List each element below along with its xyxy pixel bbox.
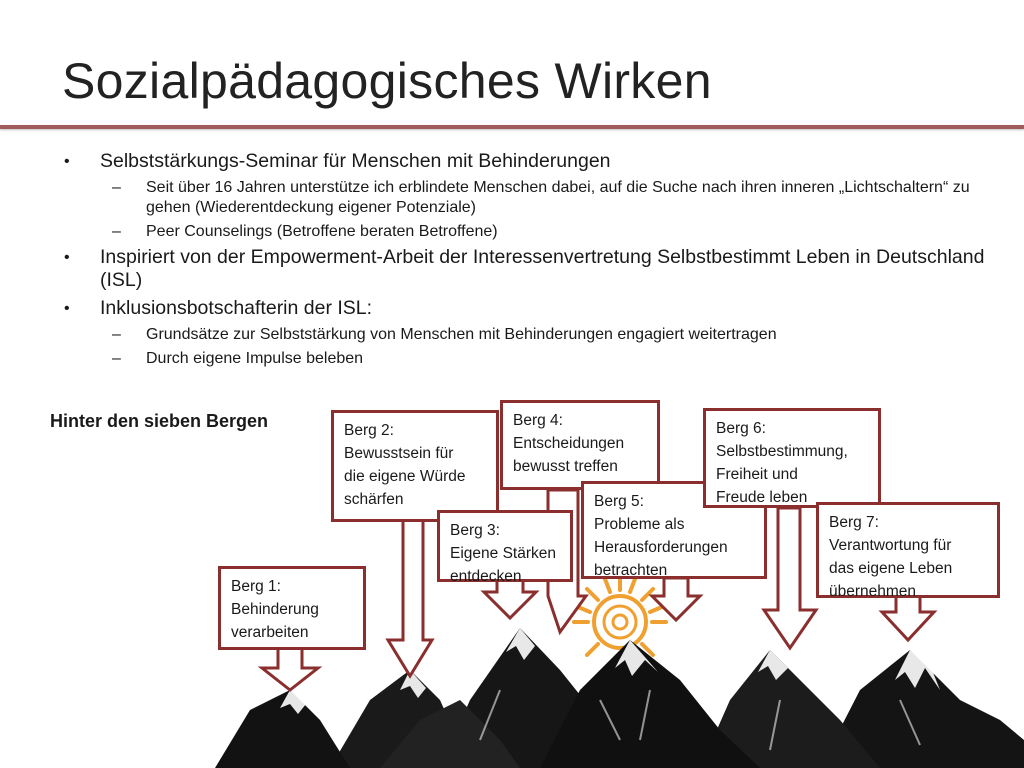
callout-text: Berg 7: Verantwortung für das eigene Leben übernehmen — [829, 514, 953, 600]
arrow-berg-2 — [388, 520, 432, 676]
bullet-dot: • — [64, 249, 70, 266]
slide-title: Sozialpädagogisches Wirken — [62, 53, 712, 109]
callout-text: Berg 6: Selbstbestimmung, Freiheit und Freude leben — [716, 420, 848, 506]
sub-bullet-text: Seit über 16 Jahren unterstütze ich erblindete Menschen dabei, auf die Suche nach ihren inneren „Lichtschaltern“ zu gehen (Wiederentdeckung eigener Potenziale) — [146, 179, 970, 216]
dash-marker: – — [112, 350, 121, 367]
bullet-text: Inspiriert von der Empowerment-Arbeit der Interessenvertretung Selbstbestimmt Leben in Deutschland (ISL) — [100, 246, 985, 291]
callout-berg-4 — [500, 400, 660, 490]
callout-berg-2 — [331, 410, 499, 522]
seven-mountains-heading: Hinter den sieben Bergen — [50, 411, 269, 431]
arrow-berg-1 — [262, 648, 318, 690]
dash-marker: – — [112, 326, 121, 343]
sun-icon — [574, 576, 666, 655]
callout-text: Berg 4: Entscheidungen bewusst treffen — [513, 412, 625, 475]
sub-bullet-text: Peer Counselings (Betroffene beraten Betroffene) — [146, 223, 498, 240]
mountain-1 — [215, 690, 350, 768]
callout-berg-7 — [816, 502, 1000, 598]
sub-bullet-text: Grundsätze zur Selbststärkung von Menschen mit Behinderungen engagiert weitertragen — [146, 326, 777, 343]
callout-text: Berg 5: Probleme als Herausforderungen betrachten — [594, 493, 728, 579]
arrow-berg-5 — [652, 578, 700, 620]
callout-text: Berg 1: Behinderung verarbeiten — [231, 578, 319, 641]
bullet-text: Selbststärkungs-Seminar für Menschen mit Behinderungen — [100, 150, 611, 172]
mountain-5 — [540, 640, 760, 768]
dash-marker: – — [112, 179, 121, 196]
callout-berg-3 — [437, 510, 573, 585]
callout-text: Berg 2: Bewusstsein für die eigene Würde schärfen — [344, 422, 466, 508]
bullet-dot: • — [64, 300, 70, 317]
callout-berg-1 — [218, 566, 366, 650]
bullet-dot: • — [64, 153, 70, 170]
arrow-berg-6 — [764, 508, 816, 648]
bullet-text: Inklusionsbotschafterin der ISL: — [100, 297, 373, 319]
callout-berg-6 — [703, 408, 881, 508]
callout-text: Berg 3: Eigene Stärken entdecken — [450, 522, 556, 585]
sub-bullet-text: Durch eigene Impulse beleben — [146, 350, 364, 367]
dash-marker: – — [112, 223, 121, 240]
